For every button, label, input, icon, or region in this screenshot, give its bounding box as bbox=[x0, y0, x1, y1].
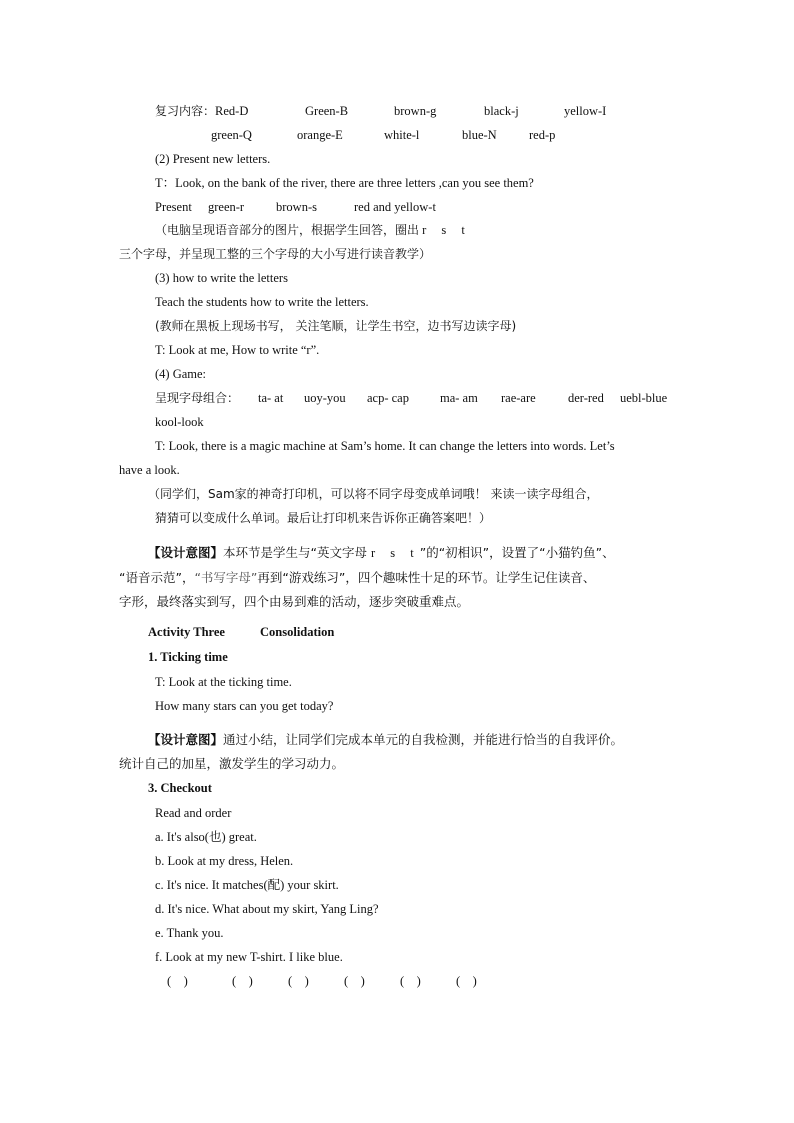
present-item: red and yellow-t bbox=[354, 200, 436, 214]
design-intent-1-line-2 bbox=[119, 570, 595, 586]
review-item: brown-g bbox=[394, 104, 437, 118]
present-item: brown-s bbox=[276, 200, 317, 214]
checkout-item: d. It's nice. What about my skirt, Yang Ling? bbox=[155, 902, 379, 916]
combo-item: uoy-you bbox=[304, 391, 346, 405]
combo-item: uebl-blue bbox=[620, 391, 668, 405]
review-item: green-Q bbox=[211, 128, 252, 142]
present-label: Present bbox=[155, 200, 192, 214]
checkout-item: a. It's also(也) great. bbox=[155, 830, 257, 844]
design-intent-text: 本环节是学生与“英文字母 bbox=[223, 545, 367, 560]
design-intent-gray-text: “书写字母” bbox=[194, 570, 258, 585]
step4-heading: (4) Game: bbox=[155, 367, 207, 381]
activity-subtitle: Consolidation bbox=[260, 625, 335, 639]
step4-teacher-line-1: T: Look, there is a magic machine at Sam’s home. It can change the letters into words. Let’s bbox=[155, 439, 615, 453]
design-intent-text: “语音示范”， bbox=[119, 570, 195, 585]
step2-note-line-2: 三个字母，并呈现工整的三个字母的大小写进行读音教学） bbox=[119, 247, 432, 261]
combo-item: ma- am bbox=[440, 391, 478, 405]
design-intent-text: 再到“游戏练习”，四个趣味性十足的环节。让学生记住读音、 bbox=[257, 570, 596, 585]
step2-note-letters: r s t bbox=[422, 223, 471, 237]
design-intent-1-line-1 bbox=[148, 545, 615, 561]
step4-cn-line-2: 猜猜可以变成什么单词。最后让打印机来告诉你正确答案吧！） bbox=[155, 511, 492, 525]
step2-note-text: （电脑呈现语音部分的图片，根据学生回答，圈出 bbox=[155, 223, 420, 237]
activity-title: Activity Three bbox=[148, 625, 225, 639]
design-intent-letters: r s t bbox=[370, 546, 420, 560]
review-item: black-j bbox=[484, 104, 519, 118]
review-item: white-l bbox=[384, 128, 420, 142]
step2-note-line-1 bbox=[155, 222, 471, 238]
step3-heading: (3) how to write the letters bbox=[155, 271, 288, 285]
review-item: orange-E bbox=[297, 128, 343, 142]
combo-label: 呈现字母组合： bbox=[155, 391, 240, 405]
ticking-heading: 1. Ticking time bbox=[148, 650, 228, 664]
answer-blank[interactable]: ( ) bbox=[344, 974, 365, 988]
ticking-line-2: How many stars can you get today? bbox=[155, 699, 334, 713]
checkout-instruction: Read and order bbox=[155, 806, 232, 820]
step4-teacher-line-2: have a look. bbox=[119, 463, 180, 477]
checkout-item: c. It's nice. It matches(配) your skirt. bbox=[155, 878, 339, 892]
checkout-item: e. Thank you. bbox=[155, 926, 224, 940]
answer-blank[interactable]: ( ) bbox=[288, 974, 309, 988]
step3-note: (教师在黑板上现场书写， 关注笔顺，让学生书空，边书写边读字母) bbox=[155, 319, 517, 333]
review-item: Red-D bbox=[215, 104, 249, 118]
combo-item: ta- at bbox=[258, 391, 284, 405]
checkout-item: b. Look at my dress, Helen. bbox=[155, 854, 294, 868]
step3-teacher: T: Look at me, How to write “r”. bbox=[155, 343, 320, 357]
answer-blank[interactable]: ( ) bbox=[400, 974, 421, 988]
ticking-line-1: T: Look at the ticking time. bbox=[155, 675, 292, 689]
design-intent-text: ”的“初相识”，设置了“小猫钓鱼”、 bbox=[419, 545, 615, 560]
combo-item: der-red bbox=[568, 391, 604, 405]
review-label: 复习内容： bbox=[155, 104, 216, 118]
answer-blank[interactable]: ( ) bbox=[232, 974, 253, 988]
step2-teacher: T：Look, on the bank of the river, there are three letters ,can you see them? bbox=[155, 176, 534, 190]
step2-heading: (2) Present new letters. bbox=[155, 152, 271, 166]
design-intent-tag: 【设计意图】 bbox=[148, 732, 224, 747]
design-intent-text: 通过小结，让同学们完成本单元的自我检测，并能进行恰当的自我评价。 bbox=[223, 732, 624, 747]
design-intent-1-line-3: 字形，最终落实到写，四个由易到难的活动，逐步突破重难点。 bbox=[119, 594, 470, 609]
combo-item: rae-are bbox=[501, 391, 536, 405]
design-intent-tag: 【设计意图】 bbox=[148, 545, 224, 560]
combo-item: kool-look bbox=[155, 415, 204, 429]
present-item: green-r bbox=[208, 200, 245, 214]
combo-item: acp- cap bbox=[367, 391, 409, 405]
review-item: red-p bbox=[529, 128, 556, 142]
review-row-1 bbox=[155, 103, 248, 119]
checkout-item: f. Look at my new T-shirt. I like blue. bbox=[155, 950, 343, 964]
step4-cn-line-1: （同学们，Sam家的神奇打印机，可以将不同字母变成单词哦！ 来读一读字母组合， bbox=[148, 487, 599, 501]
review-item: yellow-I bbox=[564, 104, 607, 118]
design-intent-2-line-2: 统计自己的加星，激发学生的学习动力。 bbox=[119, 756, 345, 771]
design-intent-2-line-1 bbox=[148, 732, 623, 748]
step3-line-1: Teach the students how to write the letters. bbox=[155, 295, 369, 309]
answer-blank[interactable]: ( ) bbox=[456, 974, 477, 988]
review-item: Green-B bbox=[305, 104, 349, 118]
review-item: blue-N bbox=[462, 128, 497, 142]
answer-blank[interactable]: ( ) bbox=[167, 974, 188, 988]
checkout-heading: 3. Checkout bbox=[148, 781, 212, 795]
